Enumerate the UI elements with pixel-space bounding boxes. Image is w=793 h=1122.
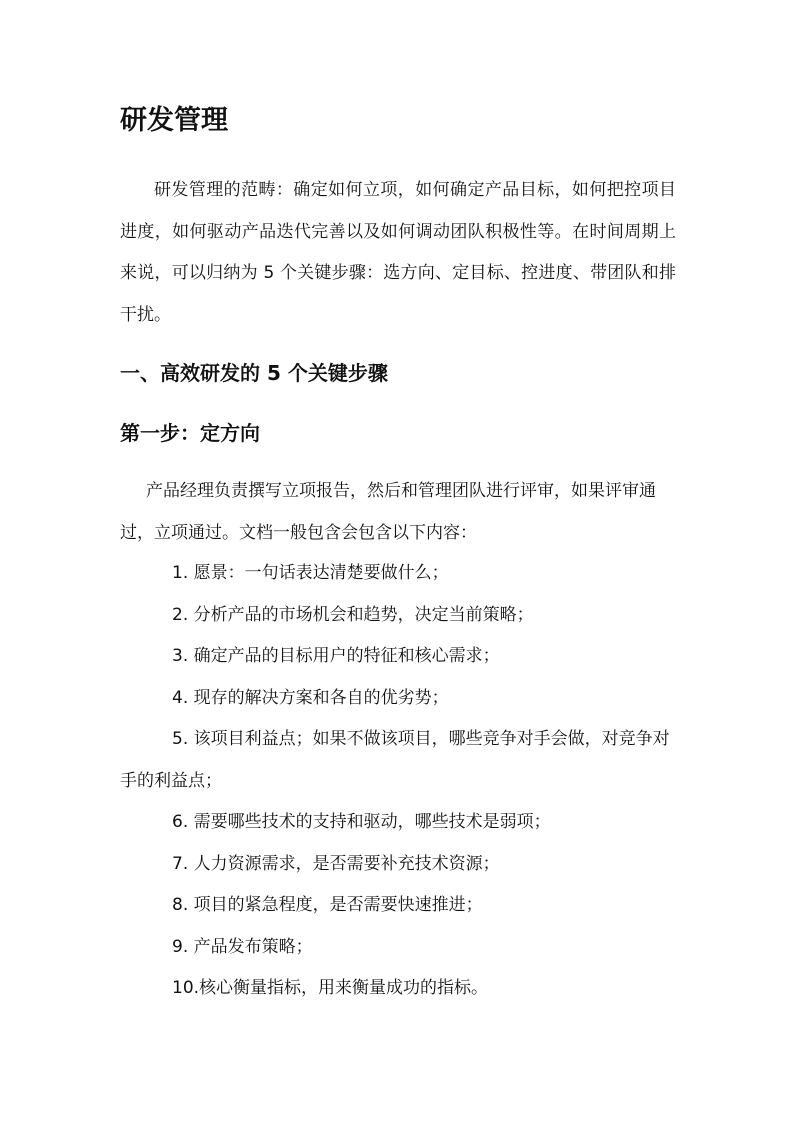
list-item-number: 2. xyxy=(172,604,189,625)
list-item xyxy=(120,553,676,595)
list-item xyxy=(120,927,676,969)
list-item-number: 5. xyxy=(172,729,189,749)
list-item-number: 10. xyxy=(172,978,200,998)
list-item xyxy=(120,719,676,802)
list-item-text: 产品发布策略； xyxy=(193,936,313,957)
step-paragraph: 产品经理负责撰写立项报告，然后和管理团队进行评审，如果评审通过，立项通过。文档一般包含会包含以下内容： xyxy=(120,481,656,543)
intro-paragraph: 研发管理的范畴：确定如何立项，如何确定产品目标，如何把控项目进度，如何驱动产品迭代完善以及如何调动团队积极性等。在时间周期上来说，可以归纳为 5 个关键步骤：选方向、定目标、控进度、带团队和排干扰。 xyxy=(120,180,676,325)
list-item-text: 分析产品的市场机会和趋势，决定当前策略； xyxy=(193,604,534,625)
list-item-text: 需要哪些技术的支持和驱动，哪些技术是弱项； xyxy=(193,812,551,832)
list-item xyxy=(120,885,676,927)
list-item xyxy=(120,968,676,1010)
list-item-text: 现存的解决方案和各自的优劣势； xyxy=(193,687,449,708)
document-title: 研发管理 xyxy=(120,105,228,136)
list-item-number: 4. xyxy=(172,687,189,708)
list-item-number: 7. xyxy=(172,853,189,874)
list-item-text: 该项目利益点；如果不做该项目，哪些竞争对手会做，对竞争对手的利益点； xyxy=(120,729,670,791)
list-item-text: 项目的紧急程度，是否需要快速推进； xyxy=(193,895,483,915)
list-item-text: 确定产品的目标用户的特征和核心需求； xyxy=(193,646,500,666)
list-item-number: 8. xyxy=(172,895,189,915)
section-heading: 一、高效研发的 5 个关键步骤 xyxy=(120,361,388,385)
requirements-list xyxy=(120,553,676,1010)
list-item-number: 1. xyxy=(172,563,189,583)
list-item-text: 人力资源需求，是否需要补充技术资源； xyxy=(193,853,500,874)
list-item xyxy=(120,636,676,678)
step-heading: 第一步：定方向 xyxy=(120,421,260,445)
list-item-number: 9. xyxy=(172,936,189,957)
list-item-text: 愿景：一句话表达清楚要做什么； xyxy=(193,563,449,583)
list-item-number: 3. xyxy=(172,646,189,666)
list-item-text: 核心衡量指标，用来衡量成功的指标。 xyxy=(199,978,489,998)
list-item xyxy=(120,844,676,886)
list-item-number: 6. xyxy=(172,812,189,832)
list-item xyxy=(120,802,676,844)
list-item xyxy=(120,678,676,720)
list-item xyxy=(120,595,676,637)
